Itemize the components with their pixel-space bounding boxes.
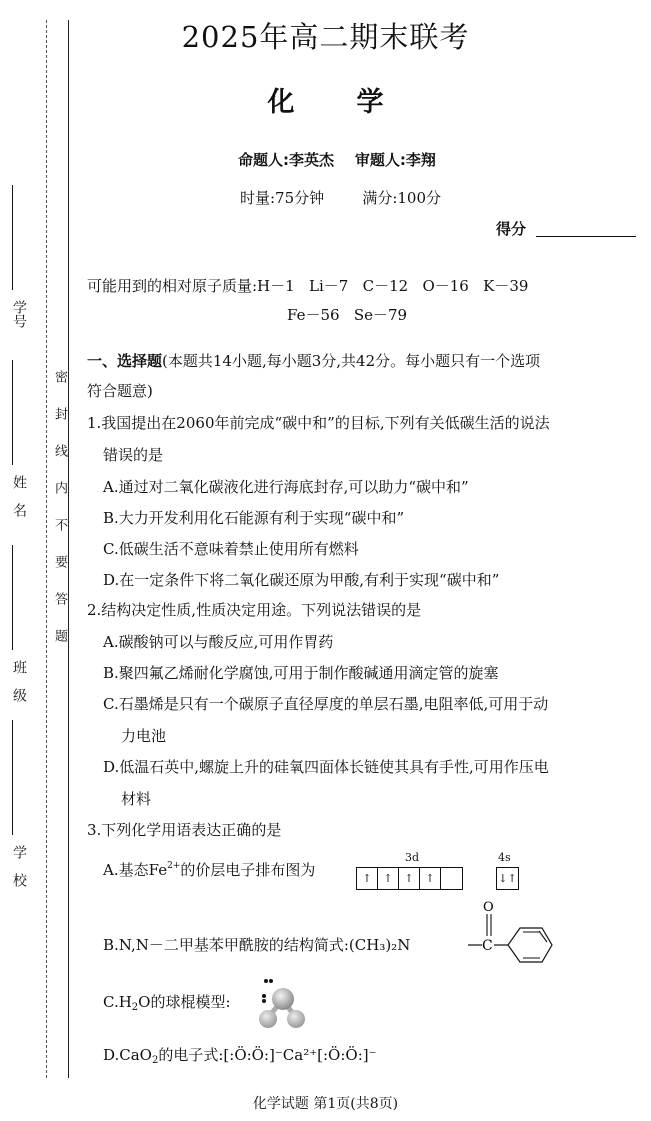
- q3-b-formula: (CH₃)₂N: [348, 936, 411, 954]
- orbital-cell: [441, 868, 462, 889]
- page-footer: 化学试题 第1页(共8页): [252, 1096, 399, 1112]
- q3-option-b: [103, 936, 410, 954]
- orbital-cell: ↑: [378, 868, 399, 889]
- school-line: [12, 720, 13, 835]
- orbital-cell: ↑: [420, 868, 441, 889]
- q3-d-formula: [:Ö:Ö:]⁻Ca²⁺[:Ö:Ö:]⁻: [223, 1046, 377, 1064]
- q2-stem: 2.结构决定性质,性质决定用途。下列说法错误的是: [87, 601, 422, 619]
- q3-option-d: [103, 1046, 377, 1067]
- q3-c-text-2: O的球棍模型:: [138, 993, 231, 1011]
- q2-option-a: A.碳酸钠可以与酸反应,可用作胃药: [103, 633, 334, 651]
- q1-option-b: B.大力开发利用化石能源有利于实现“碳中和”: [103, 509, 405, 527]
- q3-a-charge: 2+: [167, 861, 181, 871]
- name-line: [12, 360, 13, 465]
- score-label: 得分: [496, 220, 527, 238]
- q3-stem: 3.下列化学用语表达正确的是: [87, 821, 282, 839]
- class-line: [12, 545, 13, 650]
- time-limit: 时量:75分钟: [240, 189, 325, 207]
- class-label: 班级: [11, 660, 27, 716]
- atomic-mass-line-1: 可能用到的相对原子质量:H－1 Li－7 C－12 O－16 K－39: [87, 277, 529, 295]
- orbital-4s-label: 4s: [498, 851, 511, 864]
- section-1-desc-2: 符合题意): [87, 382, 153, 400]
- orbital-cell: ↑: [399, 868, 420, 889]
- q3-option-a: [103, 861, 315, 879]
- student-id-line: [12, 185, 13, 290]
- svg-text:O: O: [483, 900, 494, 915]
- q3-d-text-2: 的电子式:: [158, 1046, 224, 1064]
- exam-title: 2025年高二期末联考: [181, 20, 470, 54]
- section-1-desc: (本题共14小题,每小题3分,共42分。每小题只有一个选项: [162, 352, 541, 370]
- section-1-intro: [87, 352, 540, 370]
- q3-c-text: C.H: [103, 993, 132, 1011]
- name-label: 姓名: [11, 475, 27, 531]
- q2-option-d-cont: 材料: [121, 790, 152, 808]
- q3-c-sub: 2: [131, 1002, 139, 1013]
- q3-a-text: A.基态Fe: [103, 861, 168, 879]
- atomic-mass-line-2: Fe－56 Se－79: [287, 306, 408, 324]
- orbital-cell: ↓↑: [498, 872, 517, 885]
- q3-d-sub: 2: [151, 1055, 159, 1066]
- q2-option-c-cont: 力电池: [121, 727, 167, 745]
- water-ball-stick-model: [250, 972, 310, 1032]
- q1-stem-cont: 错误的是: [103, 446, 164, 464]
- q3-option-c: [103, 993, 231, 1014]
- q1-option-d: D.在一定条件下将二氧化碳还原为甲酸,有利于实现“碳中和”: [103, 571, 500, 589]
- orbital-3d-box: [356, 867, 463, 890]
- orbital-4s-box: [496, 867, 519, 890]
- q1-option-a: A.通过对二氧化碳液化进行海底封存,可以助力“碳中和”: [103, 478, 469, 496]
- q2-option-c: C.石墨烯是只有一个碳原子直径厚度的单层石墨,电阻率低,可用于动: [103, 695, 549, 713]
- q1-stem: 1.我国提出在2060年前完成“碳中和”的目标,下列有关低碳生活的说法: [87, 414, 550, 432]
- seal-dashed-line: [46, 20, 47, 1078]
- student-id-label: 学号: [11, 300, 27, 328]
- authors-line: [238, 149, 436, 170]
- school-label: 学校: [11, 845, 27, 901]
- seal-notice: 密封线内不要答题: [52, 370, 67, 666]
- q3-a-text-2: 的价层电子排布图为: [180, 861, 316, 879]
- benzoyl-structure: [468, 898, 558, 968]
- orbital-cell: ↑: [357, 868, 378, 889]
- subject-title: 化学: [267, 87, 446, 118]
- setter: 命题人:李英杰: [238, 151, 334, 169]
- reviewer: 审题人:李翔: [354, 151, 436, 169]
- full-score: 满分:100分: [362, 189, 441, 207]
- svg-text:C: C: [482, 938, 493, 954]
- orbital-3d-label: 3d: [405, 851, 420, 864]
- q3-d-text: D.CaO: [103, 1046, 152, 1064]
- section-1-heading: 一、选择题: [87, 352, 163, 370]
- q2-option-b: B.聚四氟乙烯耐化学腐蚀,可用于制作酸碱通用滴定管的旋塞: [103, 664, 499, 682]
- q3-b-text: B.N,N－二甲基苯甲酰胺的结构简式:: [103, 936, 349, 954]
- time-line: [240, 187, 441, 208]
- q2-option-d: D.低温石英中,螺旋上升的硅氧四面体长链使其具有手性,可用作压电: [103, 758, 549, 776]
- score-field[interactable]: [536, 236, 636, 237]
- q1-option-c: C.低碳生活不意味着禁止使用所有燃料: [103, 540, 359, 558]
